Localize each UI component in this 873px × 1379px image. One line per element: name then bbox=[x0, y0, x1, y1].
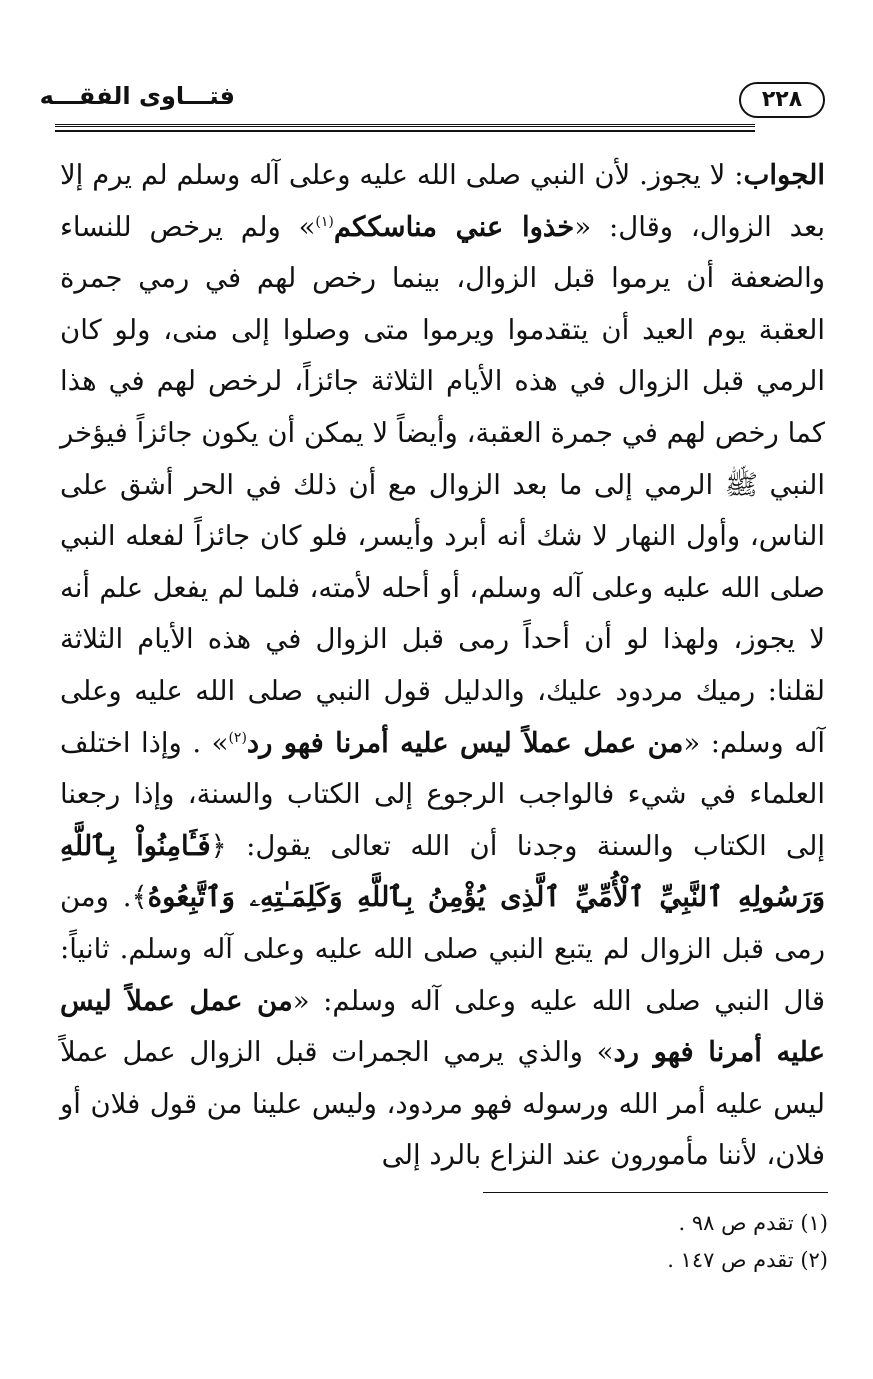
header-rule-lower bbox=[55, 130, 755, 132]
text-run: » . وإذا اختلف العلماء في شيء فالواجب الرجوع إلى الكتاب والسنة، وإذا رجعنا إلى الكتاب والسنة وجدنا أن الله تعالى يقول: ﴿ bbox=[60, 726, 826, 862]
answer-label: الجواب bbox=[743, 159, 825, 191]
footnote-separator bbox=[483, 1192, 828, 1193]
text-run: : لا يجوز. لأن النبي صلى الله عليه وعلى آله وسلم لم يرم إلا بعد الزوال، وقال: « bbox=[60, 159, 825, 243]
footnote bbox=[228, 1242, 828, 1279]
paragraph bbox=[60, 150, 825, 1182]
running-title: فتـــاوى الفقـــه bbox=[39, 82, 235, 110]
footnote-number: (٢) bbox=[800, 1248, 828, 1272]
text-run: ﴾. ومن رمى قبل الزوال لم يتبع النبي صلى الله عليه وعلى آله وسلم. ثانياً: قال النبي صلى الله عليه وعلى آله وسلم: « bbox=[60, 881, 825, 1017]
footnote-number: (١) bbox=[800, 1211, 828, 1235]
hadith-quote: من عمل عملاً ليس عليه أمرنا فهو رد bbox=[246, 726, 684, 759]
hadith-quote: من عمل عملاً ليس عليه أمرنا فهو رد bbox=[60, 984, 825, 1069]
footnotes bbox=[228, 1205, 828, 1279]
header-rule bbox=[55, 124, 755, 127]
hadith-quote: خذوا عني مناسككم bbox=[333, 210, 575, 243]
page-number: ٢٢٨ bbox=[739, 82, 825, 118]
quran-verse: فَـَٔامِنُواْ بِٱللَّهِ وَرَسُولِهِ ٱلنَّبِيِّ ٱلْأُمِّيِّ ٱلَّذِى يُؤْمِنُ بِٱللَّهِ وَكَلِمَـٰتِهِۦ وَٱتَّبِعُوهُ bbox=[60, 829, 825, 914]
footnote bbox=[228, 1205, 828, 1242]
main-text bbox=[60, 150, 825, 1182]
footnote-text: تقدم ص ٩٨ . bbox=[678, 1211, 794, 1235]
text-run: » والذي يرمي الجمرات قبل الزوال عمل عملاً ليس عليه أمر الله ورسوله فهو مردود، وليس علينا من قول فلان أو فلان، لأننا مأمورون عند النزاع بالرد إلى bbox=[60, 1036, 825, 1172]
footnote-marker: (٢) bbox=[228, 729, 247, 746]
footnote-text: تقدم ص ١٤٧ . bbox=[667, 1248, 794, 1272]
footnote-marker: (١) bbox=[315, 213, 334, 230]
text-run: » ولم يرخص للنساء والضعفة أن يرموا قبل الزوال، بينما رخص لهم في رمي جمرة العقبة يوم العيد أن يتقدموا ويرموا متى وصلوا إلى منى، ولو كان الرمي قبل الزوال في هذه الأيام الثلاثة جائزاً، لرخص لهم في هذا كما رخص لهم في جمرة العقبة، وأيضاً لا يمكن أن يكون جائزاً فيؤخر النبي ﷺ الرمي إلى ما بعد الزوال مع أن ذلك في الحر أشق على الناس، وأول النهار لا شك أنه أبرد وأيسر، فلو كان جائزاً لفعله النبي صلى الله عليه وعلى آله وسلم، أو أحله لأمته، فلما لم يفعل علم أنه لا يجوز، ولهذا لو أن أحداً رمى قبل الزوال في هذه الأيام الثلاثة لقلنا: رميك مردود عليك، والدليل قول النبي صلى الله عليه وعلى آله وسلم: « bbox=[60, 210, 825, 759]
page-header bbox=[39, 80, 825, 120]
